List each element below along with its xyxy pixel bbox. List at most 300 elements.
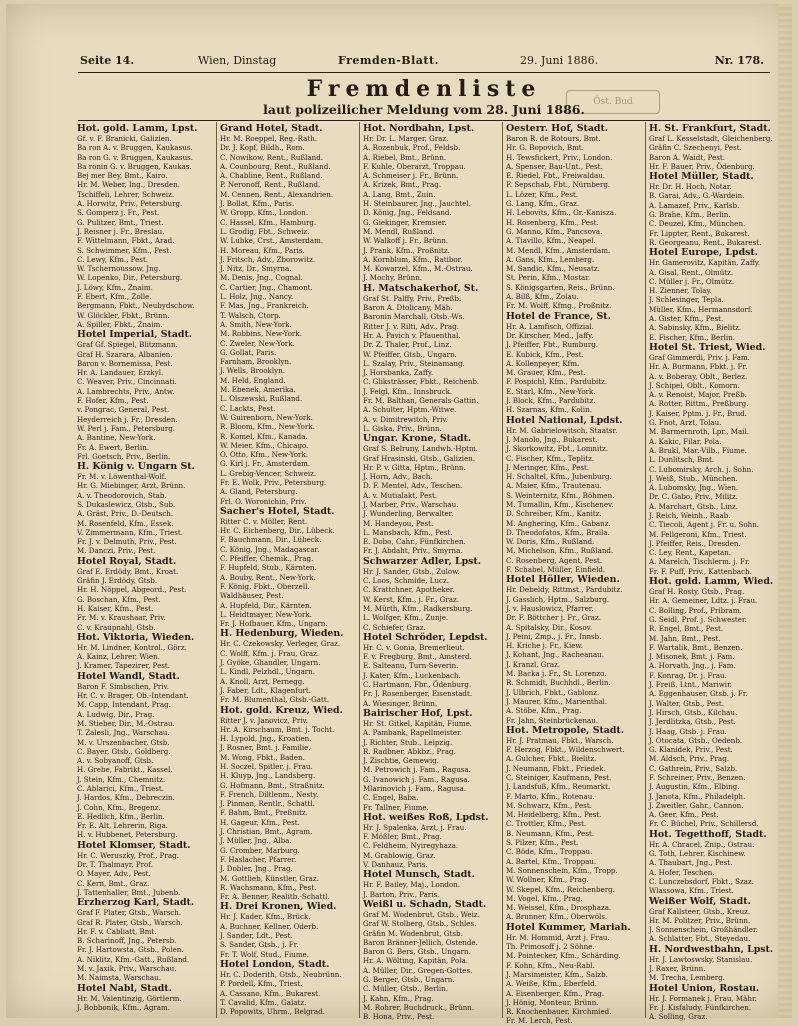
guest-entry: Hr. P. v. Gitta, Hptm., Brünn.: [363, 462, 466, 472]
guest-entry: A. Knoll, Arzt, Pernegg.: [220, 676, 305, 686]
guest-entry: S. Dukaslewicz, Gtsb., Sub.: [77, 499, 176, 509]
hotel-heading: Hot. Viktoria, Wieden.: [77, 631, 195, 643]
guest-entry: Fr. J. Hofbauer, Kfm., Ungarn.: [220, 619, 328, 629]
guest-entry: F. Sepschab, Fbt., Nürnberg.: [506, 180, 611, 190]
guest-entry: Bej mer Bey, Bmt., Kairo.: [77, 171, 168, 181]
guest-entry: A. Chabline, Rent., Rußland.: [220, 171, 323, 181]
guest-entry: H. Szarnas, Kfm., Kolin.: [506, 405, 593, 415]
guest-entry: Graf E. Erdödy, Bmt., Kroat.: [77, 566, 179, 576]
guest-entry: A. Bilß, Kfm., Zolau.: [506, 292, 579, 302]
guest-entry: A. Wiesinger, Brünn.: [363, 698, 438, 708]
guest-entry: W. Lubke, Crst., Amsterdam.: [220, 236, 324, 246]
guest-entry: Dr. T. Thalmayr, Prof.: [77, 860, 153, 870]
guest-entry: Fr. C. Büchel, Priv., Schillersd.: [649, 819, 759, 829]
guest-entry: Graf Hrasinski, Gtsb., Galizien.: [363, 453, 476, 463]
hotel-heading: Hotel Höller, Wieden.: [506, 574, 620, 586]
guest-entry: Farnham, Brooklyn.: [220, 357, 292, 367]
guest-entry: Fr. J. Kisfaludy, Fünfkirchen.: [649, 1002, 752, 1012]
guest-entry: M. Grablowig, Graz.: [363, 850, 436, 860]
section-subtitle: laut polizeilicher Meldung vom 28. Juni 1886.: [263, 102, 585, 117]
guest-entry: L. Grebig-Vencer, Schweiz.: [220, 468, 317, 478]
guest-entry: Graf St. Palffy, Priv., Preßb.: [363, 293, 462, 303]
guest-entry: Tschiffeli, Lehrer, Schweiz.: [77, 189, 175, 199]
guest-entry: J. Gyöke, Ghandler, Ungarn.: [220, 658, 321, 668]
guest-entry: J. Pfeiffer, Fbt., Rumburg.: [506, 340, 599, 350]
guest-entry: J. Tattenhaller, Bmt., Jubenb.: [77, 887, 181, 897]
issue-date: 29. Juni 1886.: [520, 54, 599, 67]
guest-entry: M. Gottlieb, Künstler, Graz.: [220, 873, 319, 883]
title-rule: [78, 120, 770, 121]
guest-entry: J. Weiß, Stub., München.: [649, 473, 738, 483]
guest-entry: Fr. M. Wolff, Kfmg., Proßnitz.: [506, 301, 612, 311]
guest-entry: Baronin Marchall, Gtsb.-Ws.: [363, 312, 465, 322]
guest-entry: W. Pfeiffer, Gtsb., Ungarn.: [363, 349, 457, 359]
guest-entry: Hr. C. Eichenberg, Dir., Lübeck.: [220, 526, 335, 536]
guest-entry: J. Bollat, Kfm., Paris.: [220, 199, 295, 209]
guest-entry: Graf M. Wodenbrut, Gtsb., Weiz.: [363, 909, 480, 919]
guest-entry: F. Bahm, Bmt., Preßnitz.: [220, 808, 308, 818]
hotel-heading: Hotel St. Triest, Wied.: [649, 341, 766, 353]
guest-entry: A. Marchart, Gtsb., Linz.: [649, 501, 739, 511]
guest-entry: A. Rozenbuk, Prof., Feldsb.: [363, 143, 461, 153]
guest-entry: Frl. O. Woronichin, Priv.: [220, 496, 307, 506]
guest-entry: R. Knochenbauer, Kirchmied.: [506, 1007, 612, 1017]
guest-entry: H. Soczel, Spitler, j. Frau.: [220, 762, 313, 771]
guest-entry: C. Ablarici, Kfm., Triest.: [77, 784, 165, 793]
guest-entry: A. v. Boberay, Oblt., Berlez.: [649, 371, 748, 381]
guest-entry: M. Mendl, Kfm., Amsterdam.: [506, 245, 611, 255]
guest-entry: Dr. F. Böttcher j. Fr., Graz.: [506, 613, 601, 623]
guest-entry: Graf W. Stolberg, Gtsb., Schles.: [363, 919, 477, 929]
guest-entry: A. Lang, Bmt., Zuin.: [363, 189, 436, 199]
hotel-heading: Weißer Wolf, Stadt.: [649, 895, 751, 907]
guest-entry: J. Stein, Kfm., Chemnitz.: [77, 774, 166, 784]
guest-entry: Fr. Jahn, Steinbrückenau.: [506, 715, 599, 725]
guest-entry: D. Popowits, Uhrm., Belgrad.: [220, 1007, 325, 1017]
guest-entry: A. Spiller, Fbkt., Znaim.: [77, 319, 163, 329]
guest-entry: C. Bayer, Gtsb., Goldberg.: [77, 746, 171, 756]
guest-entry: M. v. Urszenbacher, Gtsb.: [77, 737, 170, 747]
guest-entry: C. Gathrein, Priv., Salzb.: [649, 763, 738, 773]
guest-entry: M. Stieber, Dir., M.-Ostrau.: [77, 718, 175, 728]
header-rule: [78, 72, 770, 73]
guest-entry: A. Pambank, Rapellmeister.: [363, 728, 462, 738]
guest-entry: J. Manolo, Jng., Bukarest.: [506, 434, 598, 444]
guest-entry: A. Kollenpeyer, Kfm.: [506, 358, 580, 368]
guest-entry: A. Schlatter, Fbt., Steyedau.: [649, 934, 751, 944]
guest-entry: Frl. Goetsch, Priv., Berlin.: [77, 451, 171, 461]
guest-entry: C. Cartier, Jng., Chamont.: [220, 282, 313, 292]
guest-entry: C. Lewy, Kfm., Pest.: [77, 254, 149, 264]
hotel-heading: Hotel Royal, Stadt.: [77, 555, 177, 567]
guest-entry: C. Kern, Bmt., Graz.: [77, 878, 150, 888]
guest-entry: J. Augustin, Kfm., Elbing.: [649, 782, 740, 792]
guest-entry: Fr. E. Alt, Lehrerin, Riga.: [77, 821, 168, 831]
page-header: [80, 54, 764, 70]
guest-entry: Hr. C. v. Brager, Ob.-Intendant.: [77, 691, 189, 701]
guest-entry: H. Tewsfickert, Priv., London.: [506, 152, 613, 162]
guest-entry: H. Kaiser, Kfm., Pest.: [77, 603, 154, 613]
guest-entry: Hr. J. Spalenka, Arzt, j. Frau.: [363, 822, 467, 832]
guest-entry: M. Heidelberg, Kfm., Pest.: [506, 810, 602, 820]
guest-entry: J. Pfeiffer, Reis., Dresden.: [649, 538, 741, 548]
guest-entry: J. Nitz, Dr., Smyrna.: [220, 264, 292, 274]
guest-entry: Hr. M. Roeppel, Reg.-Rath.: [220, 134, 318, 143]
guest-entry: Baron Bränner-Jellich, Ostende.: [363, 937, 478, 947]
guest-entry: A. Thaubart, Jng., Pest.: [649, 858, 733, 868]
guest-entry: A. Geer, Kfm., Pest.: [649, 810, 719, 820]
guest-entry: J. Hardos, Kfm., Debreczin.: [77, 793, 175, 803]
guest-entry: Hr. J. Sander, Gtsb., Zulow.: [363, 566, 460, 576]
hotel-heading: Hotel London, Stadt.: [220, 958, 330, 970]
guest-entry: M. Held, England.: [220, 375, 286, 385]
guest-entry: W. Skepel, Kfm., Reichenberg.: [506, 884, 615, 894]
guest-entry: G. Klanidek, Priv., Pest.: [649, 745, 733, 755]
guest-entry: Graf Gf. Spiegel, Blitzmann.: [77, 340, 178, 350]
guest-entry: M. Mendl, Rußland.: [363, 226, 435, 236]
guest-entry: S. Sander, Gtsb., j. Fr.: [220, 940, 299, 950]
guest-entry: C. Pfeiffer, Chemik., Prag.: [220, 554, 314, 564]
guest-entry: T. Walsch, Ctorp.: [220, 310, 281, 320]
guest-entry: F. Mößler, Bmt., Prag.: [363, 832, 442, 842]
guest-entry: H. Grebe, Fabrikt., Kassel.: [77, 765, 173, 775]
guest-entry: W. Meier, Kfm., Chicago.: [220, 440, 309, 450]
guest-entry: Fr. Tallner, Fiume.: [363, 802, 429, 812]
hotel-heading: Erzherzog Karl, Stadt.: [77, 897, 195, 909]
guest-entry: Hr. A. Wölting, Kapitän, Pola.: [363, 956, 469, 966]
column-3: [360, 122, 503, 1022]
guest-entry: Ba ronin G. v. Bruggen, Kaukas.: [77, 161, 192, 171]
guest-entry: Hr. Dr. H. Hoch, Notar.: [649, 182, 732, 192]
hotel-heading: Weißl u. Schadn, Stadt.: [363, 898, 487, 910]
guest-entry: H. Zienner, Tolay.: [649, 286, 712, 296]
guest-entry: G. Giekinger, Kremsier.: [363, 217, 447, 227]
guest-entry: F. Kuhle, Oberarzt, Troppau.: [363, 161, 466, 171]
guest-entry: J. Zweitler, Gahr., Cannon.: [649, 800, 744, 810]
guest-entry: Hr. A. Gemeiner, Ldtz. j. Frau.: [649, 596, 758, 606]
guest-entry: S. Weinternitz, Kfm., Böhmen.: [506, 490, 615, 500]
section-title: Fremdenliste: [306, 76, 542, 102]
hotel-heading: Hotel Wandl, Stadt.: [77, 670, 180, 682]
hotel-heading: Grand Hotel, Stadt.: [220, 123, 323, 134]
guest-entry: B. Garai, Adv., G.-Wardein.: [649, 191, 745, 201]
guest-entry: A. Eggenhauser, Gtsb. j. Fr.: [649, 689, 748, 699]
hotel-heading: Hotel National, Lpdst.: [506, 414, 623, 426]
guest-entry: L. Kindl, Pelzhdl., Ungarn.: [220, 667, 316, 677]
guest-entry: A. Smith, New-York.: [220, 319, 292, 329]
guest-entry: L. Grodig, Fbt., Schweiz.: [220, 226, 310, 236]
guest-entry: Baron G. Bers, Gtsb., Ungarn.: [363, 947, 471, 957]
guest-entry: Fr. E. Wolk, Priv., Petersburg.: [220, 477, 327, 487]
guest-entry: Gräfin M. Wodenbrut, Gtsb.: [363, 928, 463, 938]
guest-entry: A. Spitalsky, Dir., Kosov.: [506, 622, 593, 632]
hotel-heading: Hotel Imperial, Stadt.: [77, 329, 193, 341]
guest-entry: v. Pongrac, General, Pest.: [77, 405, 170, 415]
guest-entry: H. Steinbaurer, Jng., Jauchtel.: [363, 199, 471, 209]
guest-entry: M. Danczi, Priv., Pest.: [77, 546, 156, 556]
guest-entry: A. Eisenberger, Kfm., Prag.: [506, 988, 605, 998]
guest-entry: J. Gasslich, Hptm., Salzburg.: [506, 594, 610, 604]
guest-entry: F. Pospichl, Kfm., Pardubitz.: [506, 377, 608, 387]
guest-entry: A. Marelch, Tischlerm. j. Fr.: [649, 557, 750, 567]
guest-entry: M. Robbins, New-York.: [220, 329, 302, 339]
guest-entry: J. Jerdlitzka, Gtsb., Pest.: [649, 717, 736, 727]
guest-entry: M. Trecha, Lemberg.: [649, 973, 725, 983]
guest-entry: M. Michelson, Kfm., Rußland.: [506, 546, 614, 556]
guest-entry: J. Bobbonik, Kfm., Agram.: [77, 1002, 170, 1012]
guest-entry: J. Marsimeister, Kfm., Salzb.: [506, 969, 608, 979]
guest-entry: A. Spenser, Bau-Unt., Pest.: [506, 161, 603, 171]
guest-entry: Gf. v. F. Branicki, Galizien.: [77, 134, 172, 143]
guest-entry: C. Rosenberg, Agent, Pest.: [506, 555, 603, 565]
guest-entry: Dr. Z. Thaler, Prof., Linz.: [363, 340, 452, 350]
guest-entry: A. Buchner, Kellner, Oderb.: [220, 921, 319, 931]
guest-entry: C. Deuzel, Kfm., München.: [649, 219, 746, 229]
guest-entry: J. Kater, Kfm., Luckenbach.: [363, 670, 461, 680]
hotel-heading: Hotel Kummer, Mariah.: [506, 921, 631, 933]
guest-entry: G. Manno, Kfm., Pancsova.: [506, 226, 603, 236]
guest-entry: C. Hassel, Kfm., Hamburg.: [220, 217, 317, 227]
guest-entry: A. Lubomsky, Jng., Wien.: [649, 483, 739, 493]
guest-entry: C. Ley, Rent., Kapetan.: [649, 548, 732, 558]
guest-entry: Baron A. Waidt, Pest.: [649, 152, 726, 162]
guest-entry: E. Fischer, Kfm., Berlin.: [649, 332, 735, 342]
guest-entry: Hr. Debeldy, Rittmst., Pardubitz.: [506, 585, 623, 595]
guest-entry: C. Wolff, Kfm. j. Frau, Graz.: [220, 648, 320, 658]
guest-entry: Fr. J. Abdaht, Priv., Smyrna.: [363, 546, 463, 556]
guest-entry: M. Pointecker, Kfm., Schärding.: [506, 951, 621, 961]
guest-entry: G. Brahe, Kfm., Berlin.: [649, 210, 731, 220]
guest-entry: Heyderreich j. Fr., Dresden.: [77, 414, 178, 424]
guest-entry: Hr. A. Chracel, Znip., Ostrau.: [649, 839, 755, 849]
guest-entry: J. Dobler, Jng., Prag.: [220, 864, 293, 874]
guest-entry: R. Engel, Bmt., Pest.: [649, 624, 724, 634]
guest-entry: A. Weiße, Kfm., Eberfeld.: [506, 979, 597, 989]
guest-entry: E. Kubick, Kfm., Pest.: [506, 349, 584, 359]
guest-entry: G. Fnot, Arzt, Tolau.: [649, 418, 722, 428]
guest-entry: Hr. M. Weber, Ing., Dresden.: [77, 180, 181, 190]
guest-entry: M. Rosenfeld, Kfm., Essek.: [77, 518, 174, 528]
guest-entry: C. Müller, Gtsb., Berlin.: [363, 984, 448, 994]
guest-entry: Hr. J. Pratmau, Fbkt., Warsch.: [506, 735, 614, 745]
guest-entry: Hr. A. Burmann, Fbkt. j. Fr.: [649, 362, 748, 372]
guest-entry: Hr. C. Doderith, Gtsb., Neubrünn.: [220, 969, 342, 979]
guest-entry: M. Vogel, Kfm., Prag.: [506, 893, 583, 903]
guest-entry: B. Hona, Priv., Pest.: [363, 1012, 435, 1022]
guest-entry: J. Landsfuß, Kfm., Reumarkt.: [506, 782, 611, 792]
guest-entry: F. Hofer, Kfm., Pest.: [77, 396, 149, 406]
guest-entry: W. Gropp, Kfm., London.: [220, 208, 309, 218]
guest-entry: Waldhäuser, Pest.: [220, 591, 284, 601]
guest-entry: L. Dunlitsch, Bmt.: [649, 455, 715, 465]
guest-entry: J. Reisner j. Fr., Breslau.: [77, 226, 165, 236]
guest-entry: W. Kerst, Kfm., j. Fr., Graz.: [363, 594, 459, 604]
newspaper-name: Fremden-Blatt.: [338, 54, 439, 67]
guest-entry: C. Fischer, Kfm., Teplitz.: [506, 453, 595, 463]
guest-entry: A. Ludwig, Dir., Prag.: [77, 709, 155, 719]
guest-entry: W. Glöckler, Fbkt., Brünn.: [77, 310, 170, 320]
guest-entry: Ritter C. v. Möller, Rent.: [220, 516, 308, 526]
guest-entry: Fr. J. Rosenberger, Eisenstadt.: [363, 689, 473, 699]
guest-entry: C. v. Kraupnahl, Gtsb.: [77, 622, 156, 632]
guest-entry: J. Haag, Gtsb. j. Frau.: [649, 726, 727, 736]
guest-entry: G. Toth, Lehrer, Kischinew.: [649, 849, 746, 859]
guest-entry: Dr. C. Gabo, Priv., Militz.: [649, 492, 738, 502]
guest-entry: Baron A. Dtolicany, Mäh.: [363, 303, 453, 313]
guest-entry: Dr. Kirscher, Med., Jaffy.: [506, 330, 594, 340]
guest-entry: E. Starl, Kfm., New-York.: [506, 386, 596, 396]
guest-entry: A. v. Renoist, Major, Preßb.: [649, 390, 747, 400]
guest-entry: Fr. A. Ewert, Berlin.: [77, 442, 150, 452]
guest-entry: F. v. Fregburg, Bmt., Amsterd.: [363, 652, 472, 662]
guest-entry: E. Dobo, Cahr., Fünfkirchen.: [363, 537, 466, 547]
guest-entry: L. Mansbach, Kfm., Pest.: [363, 527, 453, 537]
guest-entry: T. Cavalid, Kfm., Galatz.: [220, 997, 307, 1007]
guest-entry: Baron F. Simbschen, Priv.: [77, 681, 169, 691]
guest-entry: G. Lang, Kfm., Graz.: [506, 199, 580, 209]
guest-entry: B. Neumann, Kfm., Pest.: [506, 828, 595, 838]
guest-entry: Hr. C. Czekowsky, Verleger, Graz.: [220, 639, 341, 649]
guest-entry: A. v. Mutialakt, Pest.: [363, 490, 438, 500]
guest-entry: Ba ron G. v. Bruggen, Kaukasus.: [77, 152, 194, 162]
guest-entry: M. Backa j. Fr., St. Lorenzo.: [506, 669, 607, 679]
guest-entry: J. Meringer, Kfm., Pest.: [506, 462, 590, 472]
hotel-heading: Hot. Tegetthoff, Stadt.: [649, 828, 767, 840]
guest-entry: J. Kaiser, Pptm. j. Fr., Brud.: [649, 408, 747, 418]
guest-entry: J. Peini, Zmp., j. Fr., Innsb.: [506, 631, 602, 641]
guest-entry: G. Pulitzer, Bmt., Triest.: [77, 217, 164, 227]
guest-entry: A. Tiavillo, Kfm., Neapel.: [506, 236, 596, 246]
guest-entry: J. Raxer, Brünn.: [649, 964, 706, 974]
guest-entry: A. Krizek, Bmt., Prag.: [363, 180, 442, 190]
guest-entry: L. Lözer, Kfm., Pest.: [506, 189, 579, 199]
guest-entry: V. Zimmermann, Kfm., Triest.: [77, 527, 183, 537]
guest-entry: D. F. Mentel, Adv., Teschen.: [363, 481, 463, 491]
guest-entry: C. Nowikow, Rent., Rußland.: [220, 152, 324, 162]
guest-entry: Ritter J. v. Janovicz, Priv.: [220, 715, 308, 725]
guest-entry: A. Gulcher, Fbkt., Bielitz.: [506, 754, 597, 764]
guest-entry: C. Hartmann, Fbr., Ödenburg.: [363, 680, 472, 690]
hotel-heading: Hotel Nabl, Stadt.: [77, 982, 172, 994]
guest-entry: A. Gräst, Priv., D.-Deutsch.: [77, 509, 174, 519]
guest-entry: A. Lambrechts, Priv., Antw.: [77, 386, 175, 396]
hotel-heading: Bairischer Hof, Lpst.: [363, 707, 473, 719]
guest-entry: Fr. M. Balthan, Generals-Gattin.: [363, 396, 479, 406]
guest-entry: Fr. J. Hartowsta, Gtsb., Polen.: [77, 945, 184, 955]
guest-entry: F. Bauchmann, Dir., Lübeck.: [220, 535, 322, 545]
guest-entry: Fr. A. Benner, Realitb.-Schattl.: [220, 892, 330, 902]
guest-entry: Graf Gimmerdi, Priv. j. Fam.: [649, 352, 750, 362]
guest-entry: J. Wunderling, Berwalter.: [363, 509, 454, 519]
hotel-heading: Hotel Union, Rostau.: [649, 982, 760, 994]
guest-entry: Hr. M. Lindner, Kontrol., Görz.: [77, 642, 187, 652]
guest-entry: C. Bolling, Prof., Pribram.: [649, 605, 742, 615]
guest-entry: J. Horsbanka, Zaffy.: [363, 368, 434, 378]
guest-entry: F. Mas, Jng., Frankreich.: [220, 301, 309, 311]
guest-entry: Fr. J. v. Delmuth, Priv., Pest.: [77, 537, 177, 547]
guest-entry: C. Müller j. Fr., Olmütz.: [649, 276, 735, 286]
hotel-heading: Hot. gold. Kreuz, Wied.: [220, 704, 343, 716]
guest-entry: A. Rotter, Rittm., Preßburg.: [649, 399, 749, 409]
guest-entry: M. Jahn, Bmt., Pest.: [649, 633, 721, 643]
hotel-heading: Hotel Klomser, Stadt.: [77, 839, 191, 851]
guest-entry: Fr. M. v. Löwenthal-Wolf.: [77, 472, 167, 482]
guest-entry: M. Fellgeroni, Kfm., Triest.: [649, 529, 747, 539]
guest-entry: J. Hönig, Monteur, Brünn.: [506, 997, 599, 1007]
hotel-heading: Hotel Europe, Lpdst.: [649, 247, 759, 259]
guest-entry: A. Schmeiser j. Fr., Brünn.: [363, 171, 459, 181]
guest-entry: Gräfin C. Szechenyi, Pest.: [649, 143, 742, 153]
guest-entry: St. Perin, Kfm., Mostar.: [506, 273, 591, 283]
guest-entry: A. Kakic, Filar, Pola.: [649, 436, 722, 446]
guest-entry: A. Brunner, Kfm., Oberwöls.: [506, 912, 608, 922]
column-2: [217, 122, 360, 1018]
guest-entry: J. Freiß, Ltnt., Mariwir.: [649, 680, 732, 690]
guest-entry: E. Salteanu, Turn-Severin.: [363, 661, 459, 671]
guest-entry: H. Moreau, Kfm., Paris.: [220, 245, 305, 255]
guest-entry: F. Wittelmann, Fbkt., Arad.: [77, 236, 175, 246]
guest-entry: A. Gland, Petersburg.: [220, 487, 298, 497]
hotel-heading: Schwarzer Adler, Lpst.: [363, 555, 482, 567]
guest-entry: C. Böde, Kfm., Troppau.: [506, 847, 593, 857]
guest-entry: A. v. Theodorovich, Stab.: [77, 490, 167, 500]
hotel-heading: H. Drei Kronen, Wied.: [220, 901, 337, 913]
guest-entry: F. French, Diltlenm., Nesty.: [220, 789, 319, 799]
guest-entry: A. Hupfeld, Dir., Kärnten.: [220, 600, 312, 610]
hotel-heading: Oesterr. Hof, Stadt.: [506, 123, 609, 134]
guest-entry: R. Georgeanu, Rent., Bukarest.: [649, 237, 762, 247]
guest-entry: Graf H. Szarara, Albanien.: [77, 349, 173, 359]
guest-entry: H. Kriche j. Fr., Kiew.: [506, 641, 583, 651]
guest-entry: C. Schiefer, Graz.: [363, 622, 426, 632]
newspaper-page: [6, 4, 792, 1026]
guest-entry: A. Sabinsky, Kfm., Bielitz.: [649, 323, 742, 333]
guest-entry: W. Lopenko, Dir., Petersburg.: [77, 273, 183, 283]
guest-entry: J. Prank, Kfm., Proßnitz.: [363, 245, 450, 255]
guest-entry: A. Solling, Graz.: [649, 1012, 708, 1022]
guest-entry: Ba ron A. v. Bruggen, Kaukasus.: [77, 143, 193, 153]
guest-entry: Hr. St. Gitkel, Kapitän, Fiume.: [363, 718, 473, 728]
guest-entry: Graf L. Kesselstadt, Gleichenberg.: [649, 134, 773, 143]
guest-entry: M. Ebenek, Amerika.: [220, 385, 296, 395]
guest-entry: Graf H. Rosty, Gtsb., Prag.: [649, 587, 745, 597]
guest-entry: L. Wolfger, Kfm., Zunje.: [363, 613, 449, 623]
guest-entry: G. Hofmann, Bmt., Straßnitz.: [220, 780, 325, 790]
guest-entry: J. Marber, Priv., Warschau.: [363, 499, 459, 509]
guest-entry: Hr. A. Pavich v. Pfauenthal.: [363, 330, 461, 340]
guest-entry: M. Tumallin, Kfm., Kischenev.: [506, 499, 614, 509]
guest-entry: J. Kramer, Tapezirer, Pest.: [77, 661, 171, 671]
guest-entry: C. Loos, Schmide, Lucz.: [363, 576, 449, 586]
guest-entry: Fr. T. Wolf, Stud., Fiume.: [220, 949, 309, 959]
guest-entry: Ritter J. v. Rilti, Adv., Prag.: [363, 321, 459, 331]
guest-entry: C. Krattchner, Apotheker.: [363, 585, 455, 595]
guest-entry: P. Neronoff, Rent., Rußland.: [220, 180, 321, 190]
guest-entry: Th. Primosoff j. 2 Söhne.: [506, 942, 595, 952]
guest-entry: J. Schlesinger, Tepla.: [649, 295, 724, 305]
guest-entry: H. v. Hubbenet, Petersburg.: [77, 830, 178, 840]
guest-entry: L. Heidtmayer, New-York.: [220, 609, 312, 619]
guest-entry: A. Gister, Kfm., Pest.: [649, 314, 724, 324]
column-1: [74, 122, 217, 1018]
hotel-heading: Hotel Schröder, Lepdst.: [363, 631, 488, 643]
guest-entry: A. Horvath, Jng., j. Fam.: [649, 661, 736, 671]
guest-entry: Fr. Lippter, Rent., Bukarest.: [649, 228, 750, 238]
guest-entry: Graf F. Plater, Gtsb., Warsch.: [77, 908, 182, 918]
guest-entry: M. Mürth, Kfm., Radkersburg.: [363, 603, 473, 613]
guest-entry: D. Schreiber, Kfm., Kanitz.: [506, 509, 602, 519]
guest-entry: J. Block, Kfm., Pardubitz.: [506, 396, 596, 406]
